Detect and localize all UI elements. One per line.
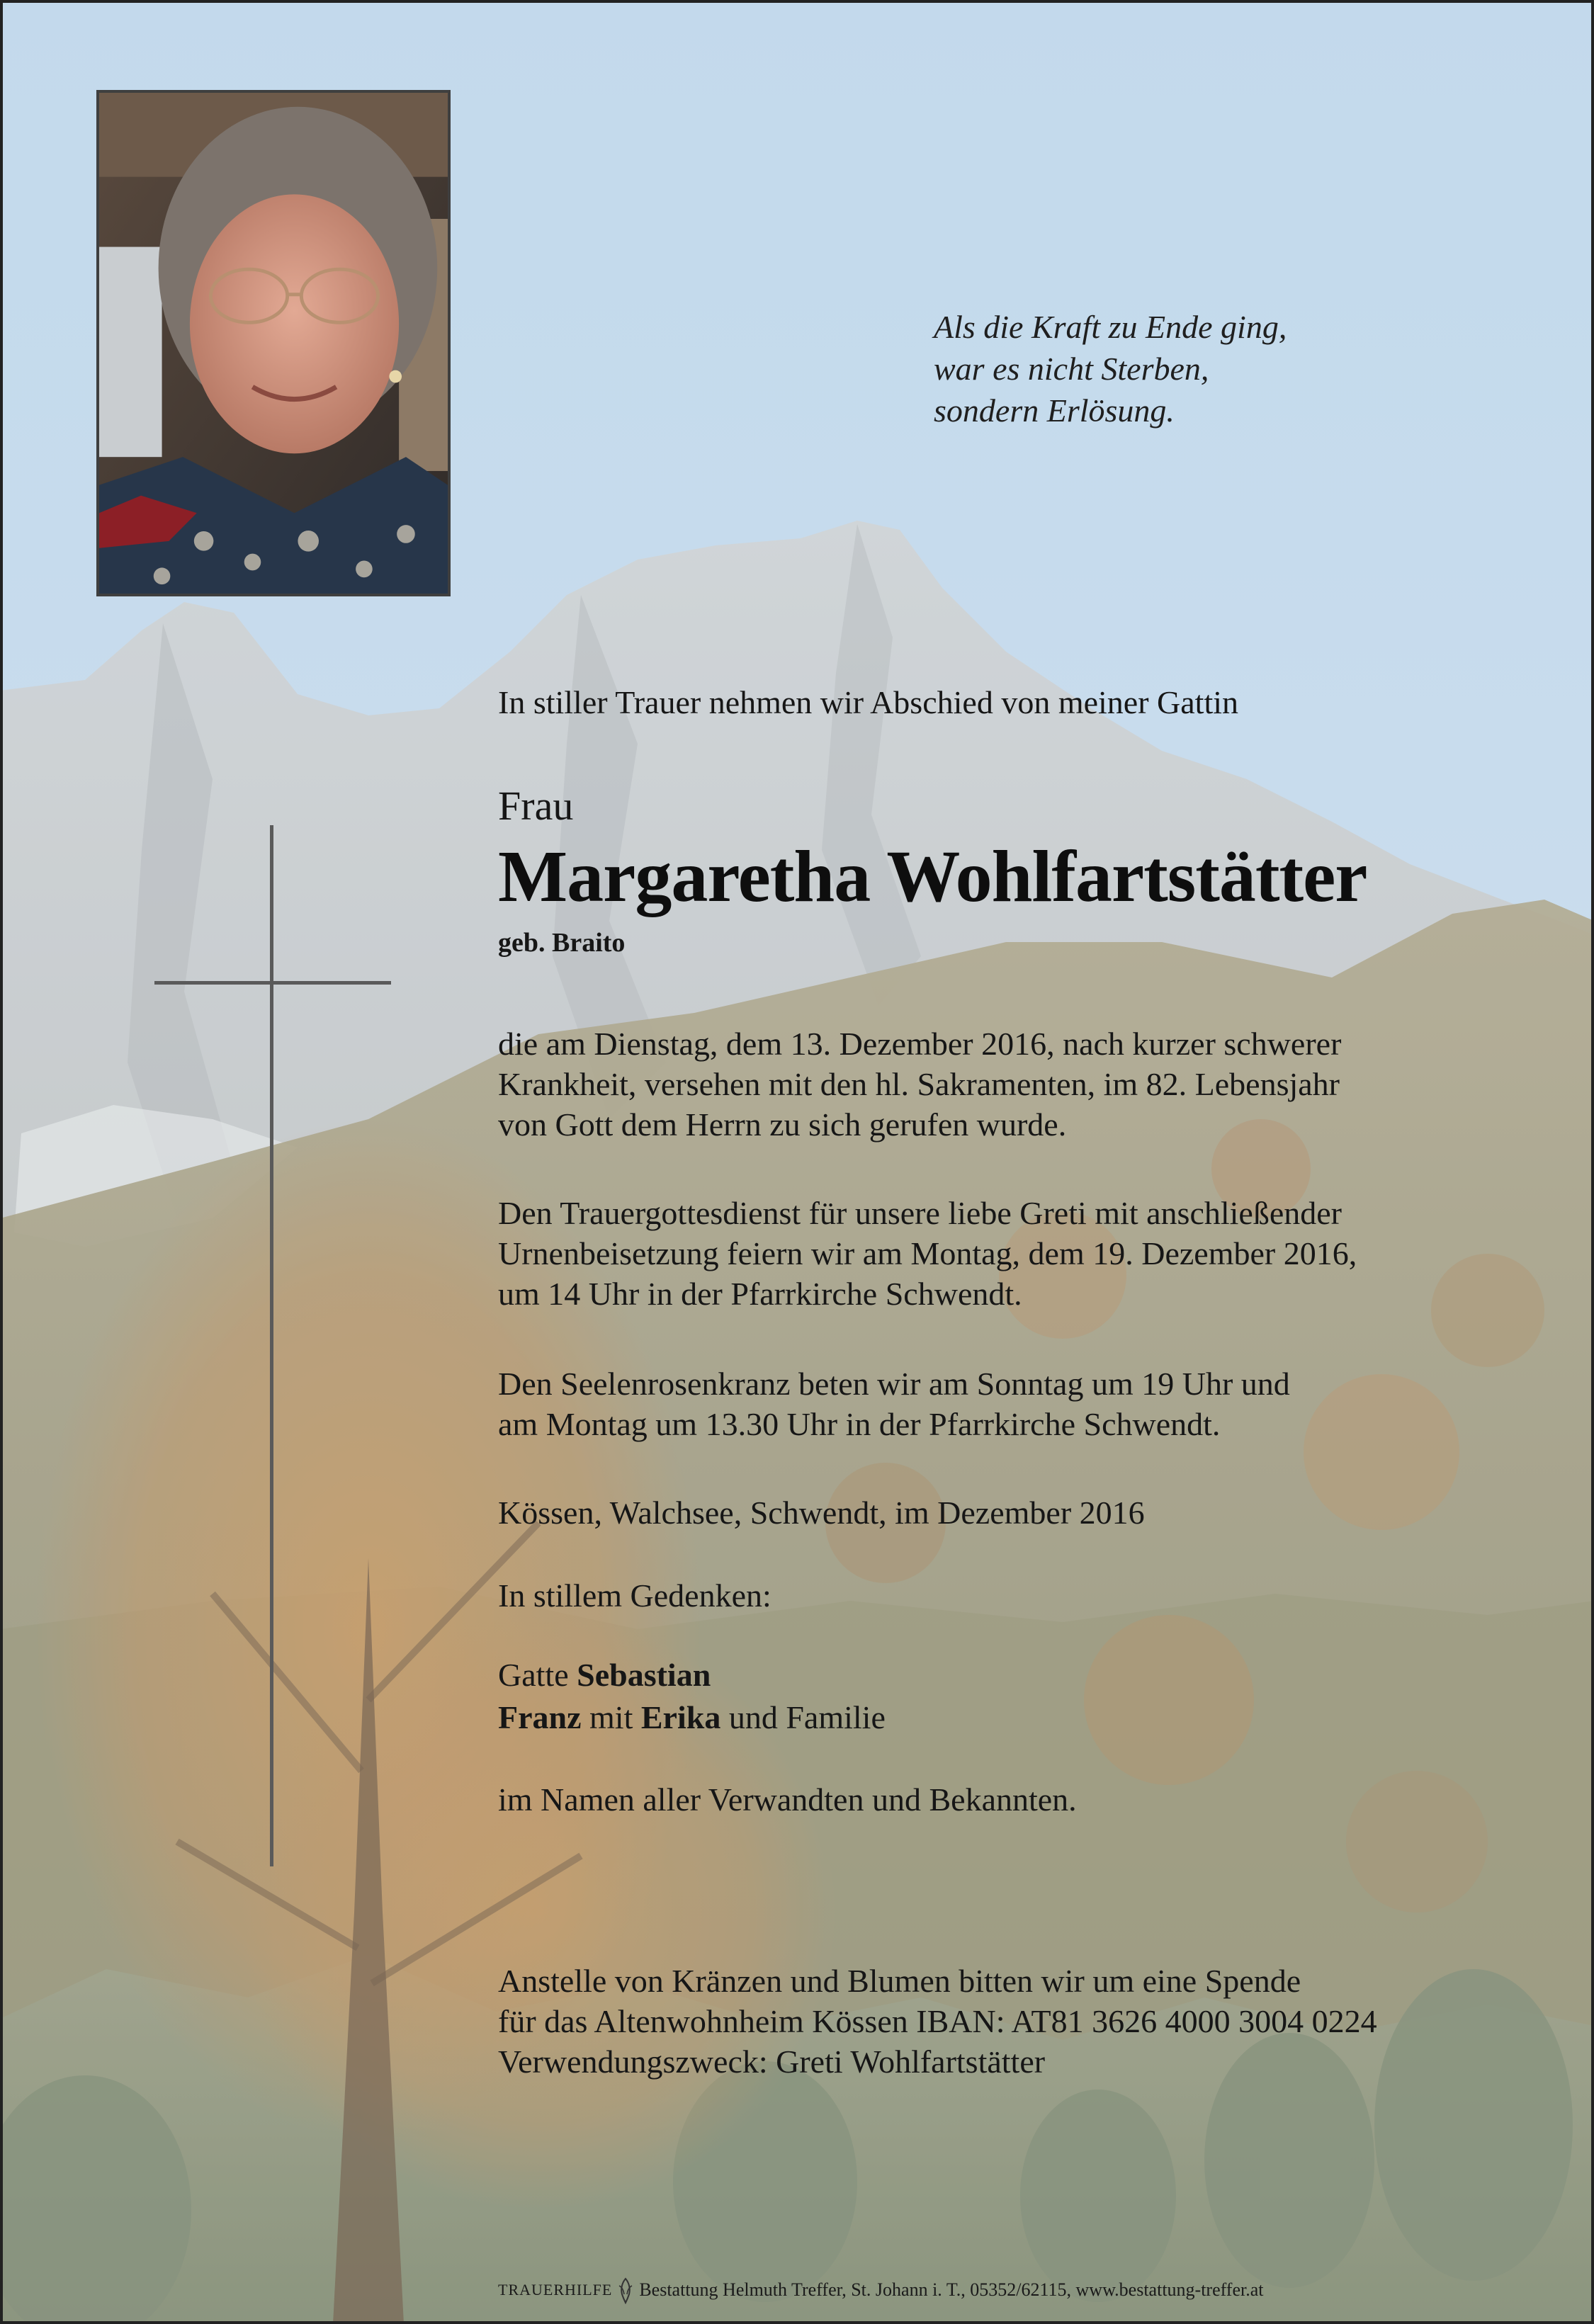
paragraph-line: Den Trauergottesdienst für unsere liebe Greti mit anschließender: [498, 1195, 1342, 1231]
donation-paragraph: [498, 1961, 1377, 2082]
paragraph-line: Urnenbeisetzung feiern wir am Montag, dem 19. Dezember 2016,: [498, 1235, 1357, 1271]
quote-line: war es nicht Sterben,: [934, 351, 1209, 387]
quote-block: [934, 306, 1472, 431]
family-prefix: Gatte: [498, 1657, 569, 1693]
cross-icon: [154, 825, 391, 1866]
service-paragraph: [498, 1193, 1357, 1314]
angel-logo-icon: [616, 2276, 635, 2304]
birth-name: geb. Braito: [498, 928, 626, 958]
rosary-paragraph: [498, 1364, 1290, 1444]
paragraph-line: Den Seelenrosenkranz beten wir am Sonntag um 19 Uhr und: [498, 1366, 1290, 1402]
footer-text: Bestattung Helmuth Treffer, St. Johann i. T., 05352/62115, www.bestattung-treffer.at: [639, 2279, 1264, 2300]
paragraph-line: am Montag um 13.30 Uhr in der Pfarrkirche Schwendt.: [498, 1406, 1221, 1442]
paragraph-line: die am Dienstag, dem 13. Dezember 2016, nach kurzer schwerer: [498, 1026, 1342, 1062]
intro-text: In stiller Trauer nehmen wir Abschied von meiner Gattin: [498, 684, 1239, 720]
footer-mark: TRAUERHILFE: [498, 2281, 613, 2299]
place-date: Kössen, Walchsee, Schwendt, im Dezember 2016: [498, 1495, 1145, 1531]
donation-line: Anstelle von Kränzen und Blumen bitten wir um eine Spende: [498, 1963, 1301, 1999]
donation-line: Verwendungszweck: Greti Wohlfartstätter: [498, 2044, 1046, 2080]
quote-line: sondern Erlösung.: [934, 392, 1175, 429]
family-name-spouse: Sebastian: [577, 1657, 711, 1693]
portrait-photo: [96, 90, 451, 596]
family-line-spouse: [498, 1655, 711, 1695]
quote-line: Als die Kraft zu Ende ging,: [934, 309, 1287, 345]
name-prefix: Frau: [498, 783, 574, 829]
family-suffix: und Familie: [728, 1699, 886, 1735]
death-paragraph: [498, 1024, 1341, 1145]
paragraph-line: Krankheit, versehen mit den hl. Sakramenten, im 82. Lebensjahr: [498, 1066, 1340, 1102]
paragraph-line: von Gott dem Herrn zu sich gerufen wurde.: [498, 1106, 1067, 1143]
paragraph-line: um 14 Uhr in der Pfarrkirche Schwendt.: [498, 1276, 1022, 1312]
memory-label: In stillem Gedenken:: [498, 1577, 771, 1614]
donation-line: für das Altenwohnheim Kössen IBAN: AT81 3626 4000 3004 0224: [498, 2003, 1377, 2039]
funeral-home-footer: [498, 2272, 1264, 2308]
family-name-daughter-in-law: Erika: [640, 1699, 721, 1735]
family-name-son: Franz: [498, 1699, 582, 1735]
relatives-line: im Namen aller Verwandten und Bekannten.: [498, 1781, 1077, 1818]
deceased-name: Margaretha Wohlfartstätter: [498, 836, 1367, 917]
family-connector: mit: [589, 1699, 633, 1735]
family-line-children: [498, 1697, 886, 1738]
